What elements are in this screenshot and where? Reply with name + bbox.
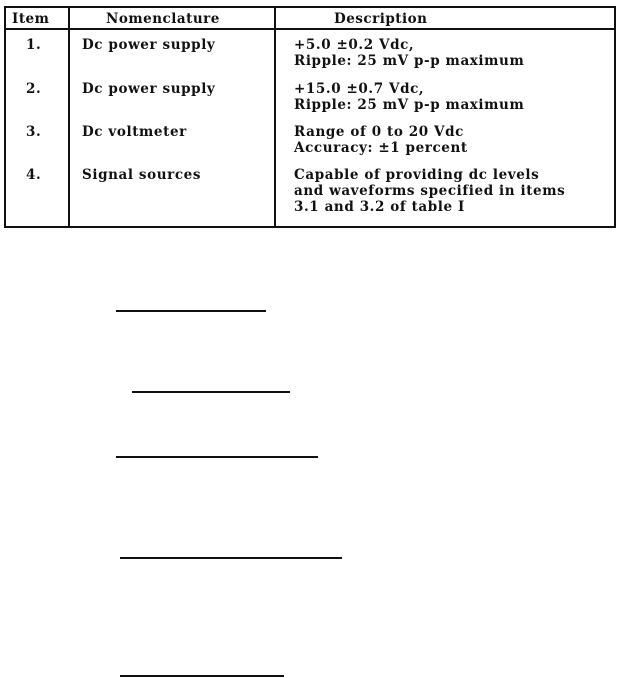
row-1-nomenclature: Dc power supply: [82, 37, 216, 53]
row-2-description-line: +15.0 ±0.7 Vdc,: [294, 81, 425, 97]
blank-line: [116, 310, 266, 312]
row-1-item: 1.: [26, 37, 42, 53]
row-2-description: [294, 81, 524, 113]
row-3-description: [294, 124, 468, 156]
blank-line: [132, 391, 290, 393]
row-2-description-line: Ripple: 25 mV p-p maximum: [294, 97, 525, 113]
row-3-description-line: Range of 0 to 20 Vdc: [294, 124, 464, 140]
equipment-table: [4, 6, 616, 228]
row-3-description-line: Accuracy: ±1 percent: [294, 140, 468, 156]
row-4-description: [294, 167, 565, 215]
header-description: Description: [334, 11, 428, 27]
row-1-description-line: +5.0 ±0.2 Vdc,: [294, 37, 415, 53]
header-divider: [6, 28, 614, 30]
header-nomenclature: Nomenclature: [106, 11, 220, 27]
blank-line: [116, 456, 318, 458]
row-3-item: 3.: [26, 124, 42, 140]
row-4-description-line: Capable of providing dc levels: [294, 167, 540, 183]
row-4-nomenclature: Signal sources: [82, 167, 202, 183]
column-divider: [68, 8, 70, 226]
column-divider: [274, 8, 276, 226]
header-item: Item: [12, 11, 50, 27]
blank-line: [120, 557, 342, 559]
row-1-description-line: Ripple: 25 mV p-p maximum: [294, 53, 525, 69]
row-4-description-line: and waveforms specified in items: [294, 183, 566, 199]
blank-line: [120, 675, 284, 677]
row-2-nomenclature: Dc power supply: [82, 81, 216, 97]
row-4-item: 4.: [26, 167, 42, 183]
row-2-item: 2.: [26, 81, 42, 97]
row-3-nomenclature: Dc voltmeter: [82, 124, 187, 140]
row-4-description-line: 3.1 and 3.2 of table I: [294, 199, 465, 215]
row-1-description: [294, 37, 524, 69]
